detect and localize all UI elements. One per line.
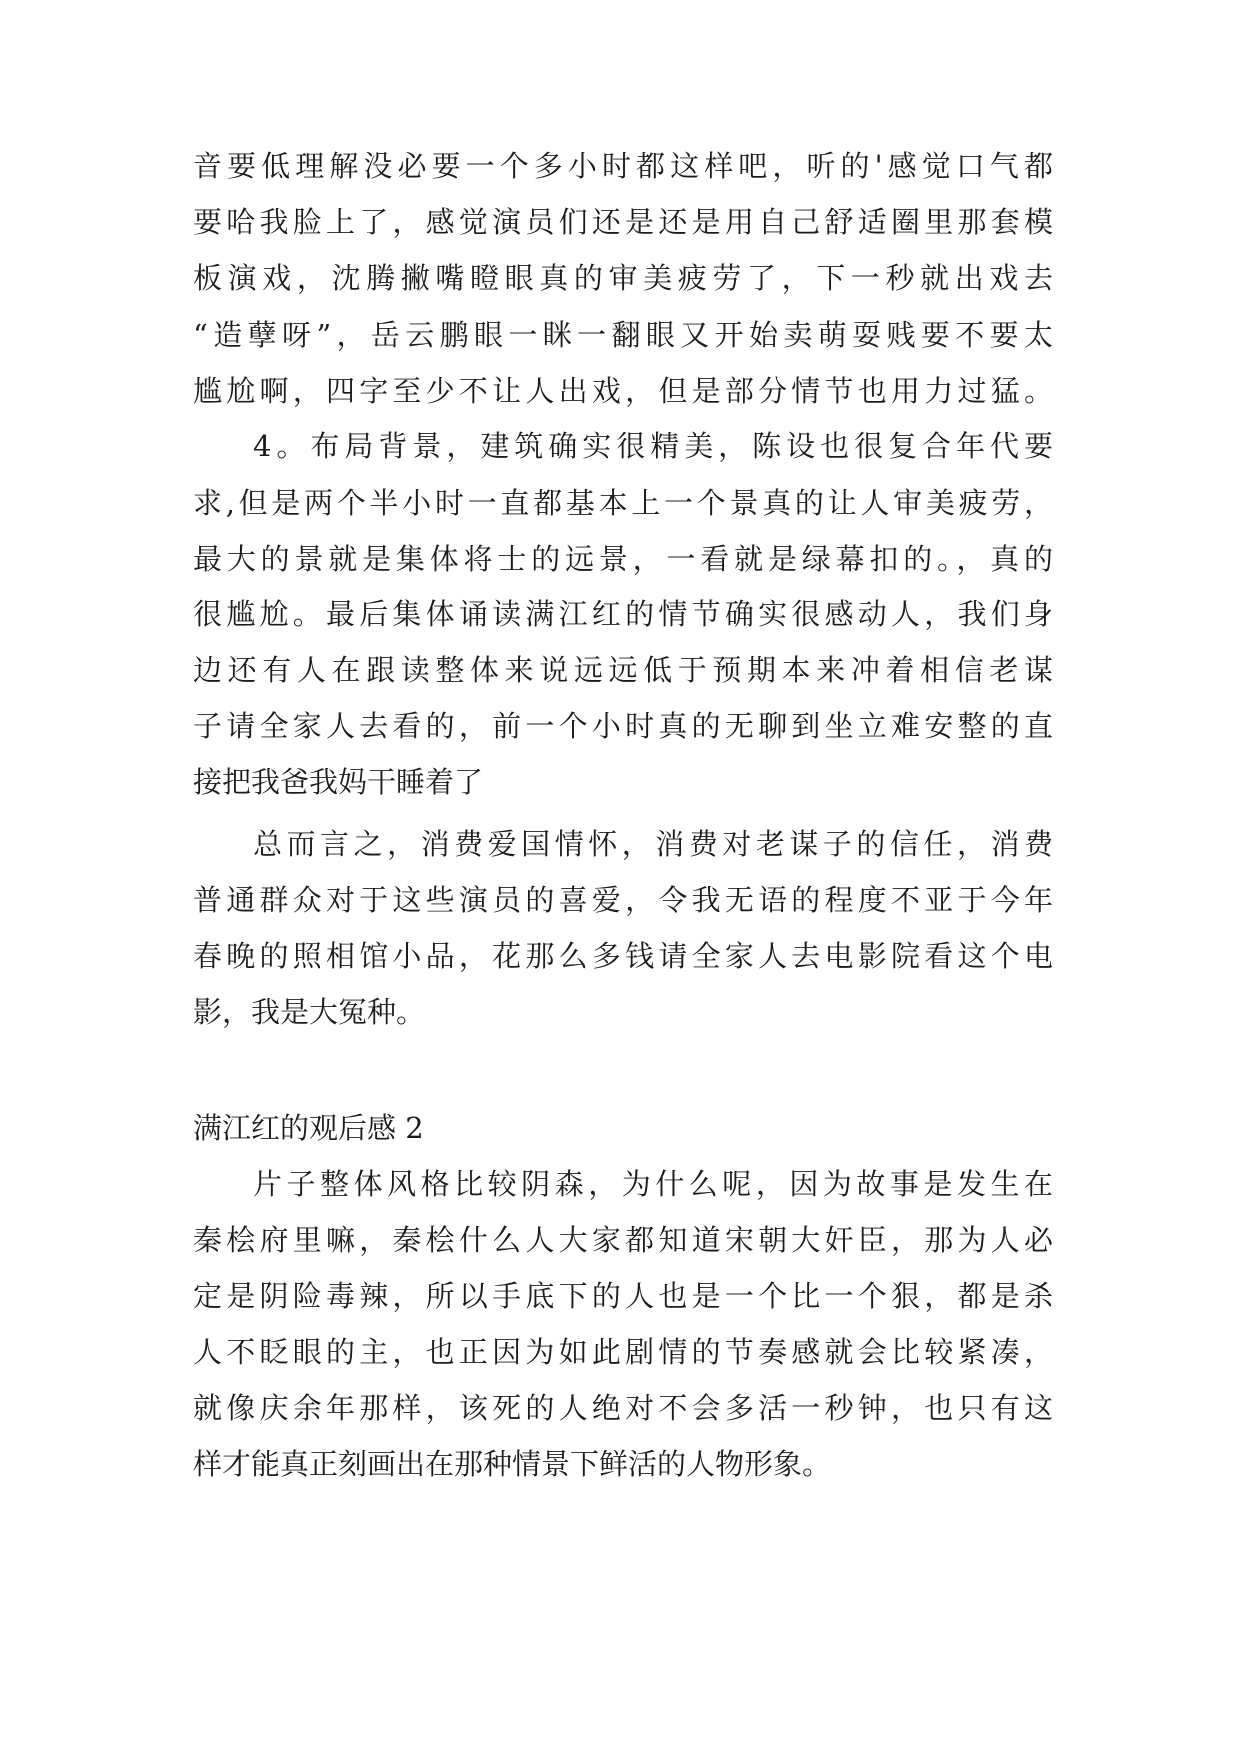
paragraph-first-line: 4。布局背景，建筑确实很精美，陈设也很复合年代要 [253,429,1053,463]
text-line: 春晚的照相馆小品，花那么多钱请全家人去电影院看这个电 [193,939,1053,973]
text-line: 就像庆余年那样，该死的人绝对不会多活一秒钟，也只有这 [193,1391,1053,1425]
text-line: 影，我是大冤种。 [193,995,426,1029]
text-line: 最大的景就是集体将士的远景，一看就是绿幕扣的。，真的 [193,542,1053,576]
text-line: 接把我爸我妈干睡着了 [193,765,484,799]
paragraph-first-line: 片子整体风格比较阴森，为什么呢，因为故事是发生在 [253,1167,1053,1201]
text-line: 很尴尬。最后集体诵读满江红的情节确实很感动人，我们身 [193,597,1053,631]
text-line: 求,但是两个半小时一直都基本上一个景真的让人审美疲劳， [193,486,1053,520]
text-line: 普通群众对于这些演员的喜爱，令我无语的程度不亚于今年 [193,883,1053,917]
text-line: 音要低理解没必要一个多小时都这样吧，听的'感觉口气都 [193,149,1053,183]
text-line: 尴尬啊，四字至少不让人出戏，但是部分情节也用力过猛。 [193,374,1053,408]
text-line: 要哈我脸上了，感觉演员们还是还是用自己舒适圈里那套模 [193,205,1053,239]
section-title: 满江红的观后感 2 [193,1111,424,1145]
text-line: 边还有人在跟读整体来说远远低于预期本来冲着相信老谋 [193,653,1053,687]
paragraph-first-line: 总而言之，消费爱国情怀，消费对老谋子的信任，消费 [253,827,1053,861]
text-line: 人不眨眼的主，也正因为如此剧情的节奏感就会比较紧凑， [193,1335,1053,1369]
text-line: 秦桧府里嘛，秦桧什么人大家都知道宋朝大奸臣，那为人必 [193,1223,1053,1257]
text-line: 样才能真正刻画出在那种情景下鲜活的人物形象。 [193,1447,832,1481]
text-line: 子请全家人去看的，前一个小时真的无聊到坐立难安整的直 [193,709,1053,743]
text-line: “造孽呀”，岳云鹏眼一眯一翻眼又开始卖萌耍贱要不要太 [193,318,1053,352]
text-line: 定是阴险毒辣，所以手底下的人也是一个比一个狠，都是杀 [193,1279,1053,1313]
text-line: 板演戏，沈腾撇嘴瞪眼真的审美疲劳了，下一秒就出戏去 [193,261,1053,295]
